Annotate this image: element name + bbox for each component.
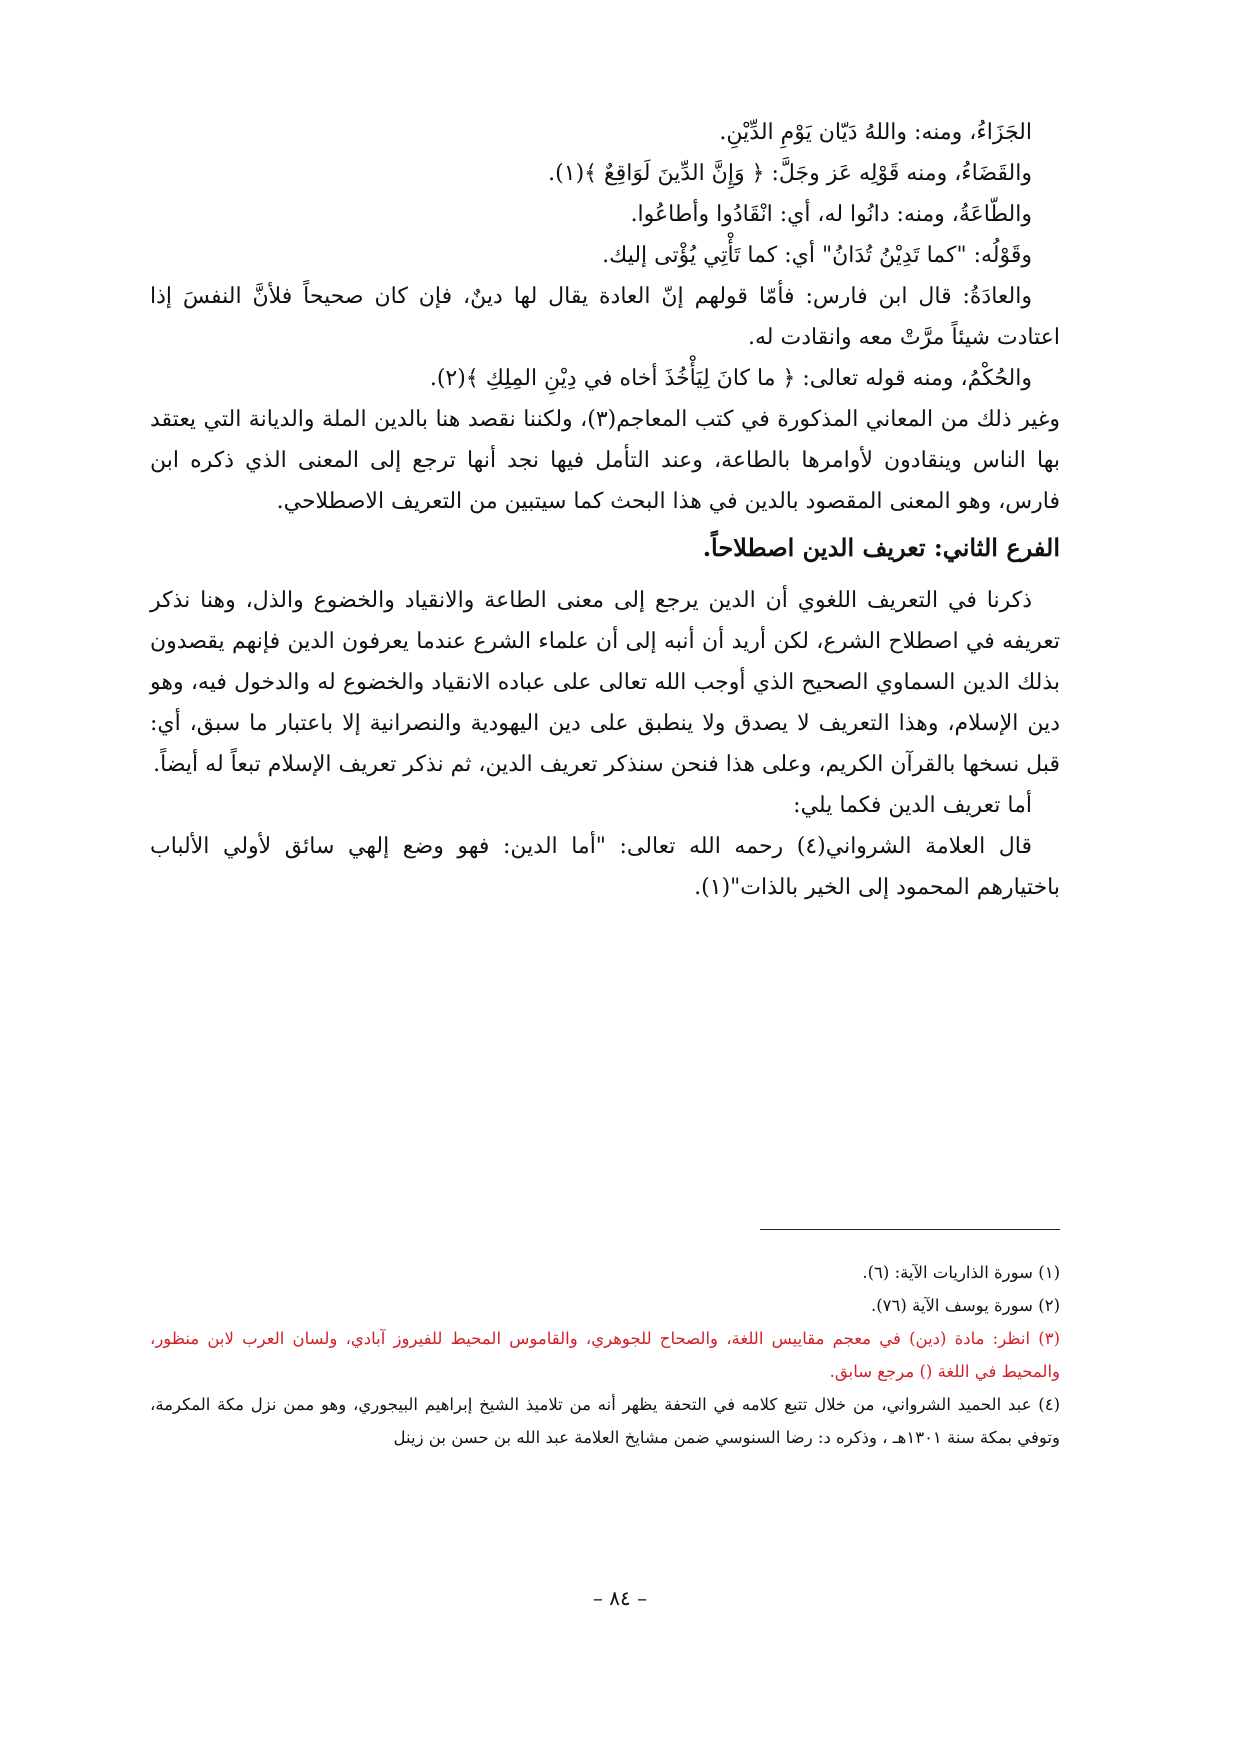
body-paragraph: وغير ذلك من المعاني المذكورة في كتب المعاجم(٣)، ولكننا نقصد هنا بالدين الملة والديانة التي يعتقد بها الناس وينقادون لأوامرها بالطاعة، وعند التأمل فيها نجد أنها ترجع إلى المعنى الذي ذكره ابن فارس، وهو المعنى المقصود بالدين في هذا البحث كما سيتبين من التعريف الاصطلاحي.: [150, 407, 1060, 514]
footnote-separator: [760, 1229, 1060, 1230]
footnote: (٤) عبد الحميد الشرواني، من خلال تتبع كلامه في التحفة يظهر أنه من تلاميذ الشيخ إبراهيم البيجوري، وهو ممن نزل مكة المكرمة، وتوفي بمكة سنة ١٣٠١هـ ، وذكره د: رضا السنوسي ضمن مشايخ العلامة عبد الله بن حسن بن زينل: [150, 1395, 1060, 1447]
body-line: والقَضَاءُ، ومنه قَوْلِه عَز وجَلَّ: ﴿ وَإِنَّ الدِّينَ لَوَاقِعٌ ﴾(١).: [548, 161, 1032, 186]
footnotes: [150, 1256, 1060, 1454]
body-line: والعادَةُ: قال ابن فارس: فأمّا قولهم إنّ العادة يقال لها دينٌ، فإن كان صحيحاً فلأنَّ النفسَ إذا اعتادت شيئاً مرَّتْ معه وانقادت له.: [150, 284, 1060, 350]
body-line: الجَزَاءُ، ومنه: واللهُ دَيّان يَوْمِ الدِّيْنِ.: [719, 120, 1032, 145]
page-number: – ٨٤ –: [592, 1586, 648, 1610]
body-paragraph: أما تعريف الدين فكما يلي:: [793, 793, 1032, 818]
section-heading: الفرع الثاني: تعريف الدين اصطلاحاً.: [702, 533, 1060, 562]
body-line: والحُكْمُ، ومنه قوله تعالى: ﴿ ما كانَ لِيَأْخُذَ أخاه في دِيْنِ المِلِكِ ﴾(٢).: [429, 366, 1032, 391]
body-paragraph: ذكرنا في التعريف اللغوي أن الدين يرجع إلى معنى الطاعة والانقياد والخضوع والذل، وهنا نذكر تعريفه في اصطلاح الشرع، لكن أريد أن أنبه إلى أن علماء الشرع عندما يعرفون الدين فإنهم يقصدون بذلك الدين السماوي الصحيح الذي أوجب الله تعالى على عباده الانقياد والخضوع له والدخول فيه، وهو دين الإسلام، وهذا التعريف لا يصدق ولا ينطبق على دين اليهودية والنصرانية إلا باعتبار ما سبق، أي: قبل نسخها بالقرآن الكريم، وعلى هذا فنحن سنذكر تعريف الدين، ثم نذكر تعريف الإسلام تبعاً له أيضاً.: [150, 588, 1060, 777]
body-line: وقَوْلُه: "كما تَدِيْنُ تُدَانُ" أي: كما تَأْتِي يُؤْتى إليك.: [602, 243, 1032, 268]
body-text: [150, 112, 1060, 908]
footnote-highlighted: (٣) انظر: مادة (دين) في معجم مقاييس اللغة، والصحاح للجوهري، والقاموس المحيط للفيروز آبادي، ولسان العرب لابن منظور، والمحيط في اللغة () مرجع سابق.: [150, 1329, 1060, 1381]
body-line: والطّاعَةُ، ومنه: دانُوا له، أي: انْقَادُوا وأطاعُوا.: [630, 202, 1032, 227]
footnote: (٢) سورة يوسف الآية (٧٦).: [870, 1296, 1060, 1315]
footnote: (١) سورة الذاريات الآية: (٦).: [862, 1263, 1060, 1282]
body-paragraph: قال العلامة الشرواني(٤) رحمه الله تعالى: "أما الدين: فهو وضع إلهي سائق لأولي الألباب باختيارهم المحمود إلى الخير بالذات"(١).: [150, 834, 1060, 900]
